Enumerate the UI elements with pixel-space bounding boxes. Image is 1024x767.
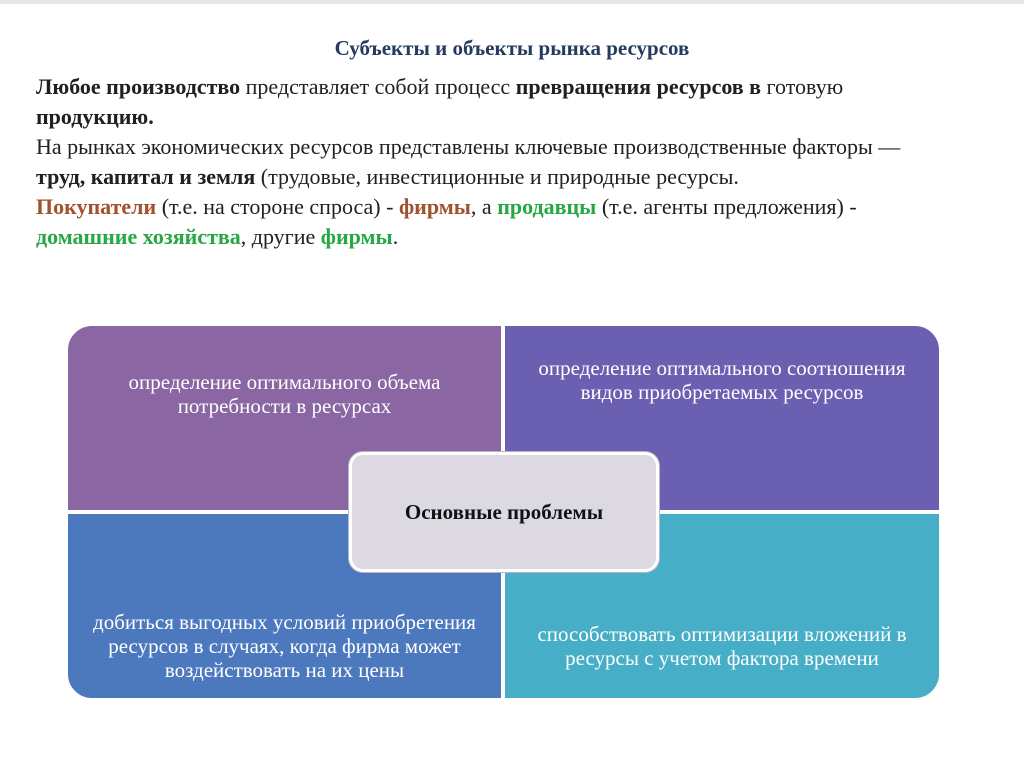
intro-text-2: готовую	[761, 74, 844, 99]
intro-paragraph-3	[36, 192, 936, 252]
firms-label-1: фирмы	[398, 194, 471, 219]
slide-title: Субъекты и объекты рынка ресурсов	[334, 36, 690, 60]
quadrant-bottom-left-text: добиться выгодных условий приобретения ресурсов в случаях, когда фирма может воздействовать на их цены	[93, 610, 476, 682]
intro-paragraph-1	[36, 72, 936, 132]
center-main-problems	[349, 452, 659, 572]
households-label: домашние хозяйства	[36, 224, 241, 249]
quadrant-bottom-right-text: способствовать оптимизации вложений в ресурсы с учетом фактора времени	[537, 622, 907, 670]
center-main-problems-label: Основные проблемы	[404, 499, 604, 524]
top-rule	[0, 0, 1024, 4]
intro-text-8: , другие	[240, 224, 321, 249]
intro-text-7: (т.е. агенты предложения) -	[596, 194, 857, 219]
intro-text-5: (т.е. на стороне спроса) -	[156, 194, 399, 219]
intro-text	[36, 72, 936, 252]
firms-label-2: фирмы	[320, 224, 393, 249]
intro-paragraph-2	[36, 132, 936, 192]
sellers-label: продавцы	[497, 194, 597, 219]
intro-bold-factors: труд, капитал и земля	[36, 164, 256, 189]
intro-bold-production: Любое производство	[36, 74, 241, 99]
intro-text-1: представляет собой процесс	[240, 74, 516, 99]
intro-bold-product: продукцию.	[36, 104, 154, 129]
intro-bold-transformation: превращения ресурсов в	[515, 74, 762, 99]
intro-text-3: На рынках экономических ресурсов представлены ключевые производственные факторы —	[36, 134, 901, 159]
intro-text-6: , а	[470, 194, 498, 219]
quadrant-top-right-text: определение оптимального соотношения видов приобретаемых ресурсов	[538, 356, 906, 404]
intro-text-4: (трудовые, инвестиционные и природные ресурсы.	[255, 164, 739, 189]
quadrant-top-left-text: определение оптимального объема потребности в ресурсах	[128, 370, 441, 418]
intro-text-9: .	[392, 224, 399, 249]
buyers-label: Покупатели	[36, 194, 157, 219]
